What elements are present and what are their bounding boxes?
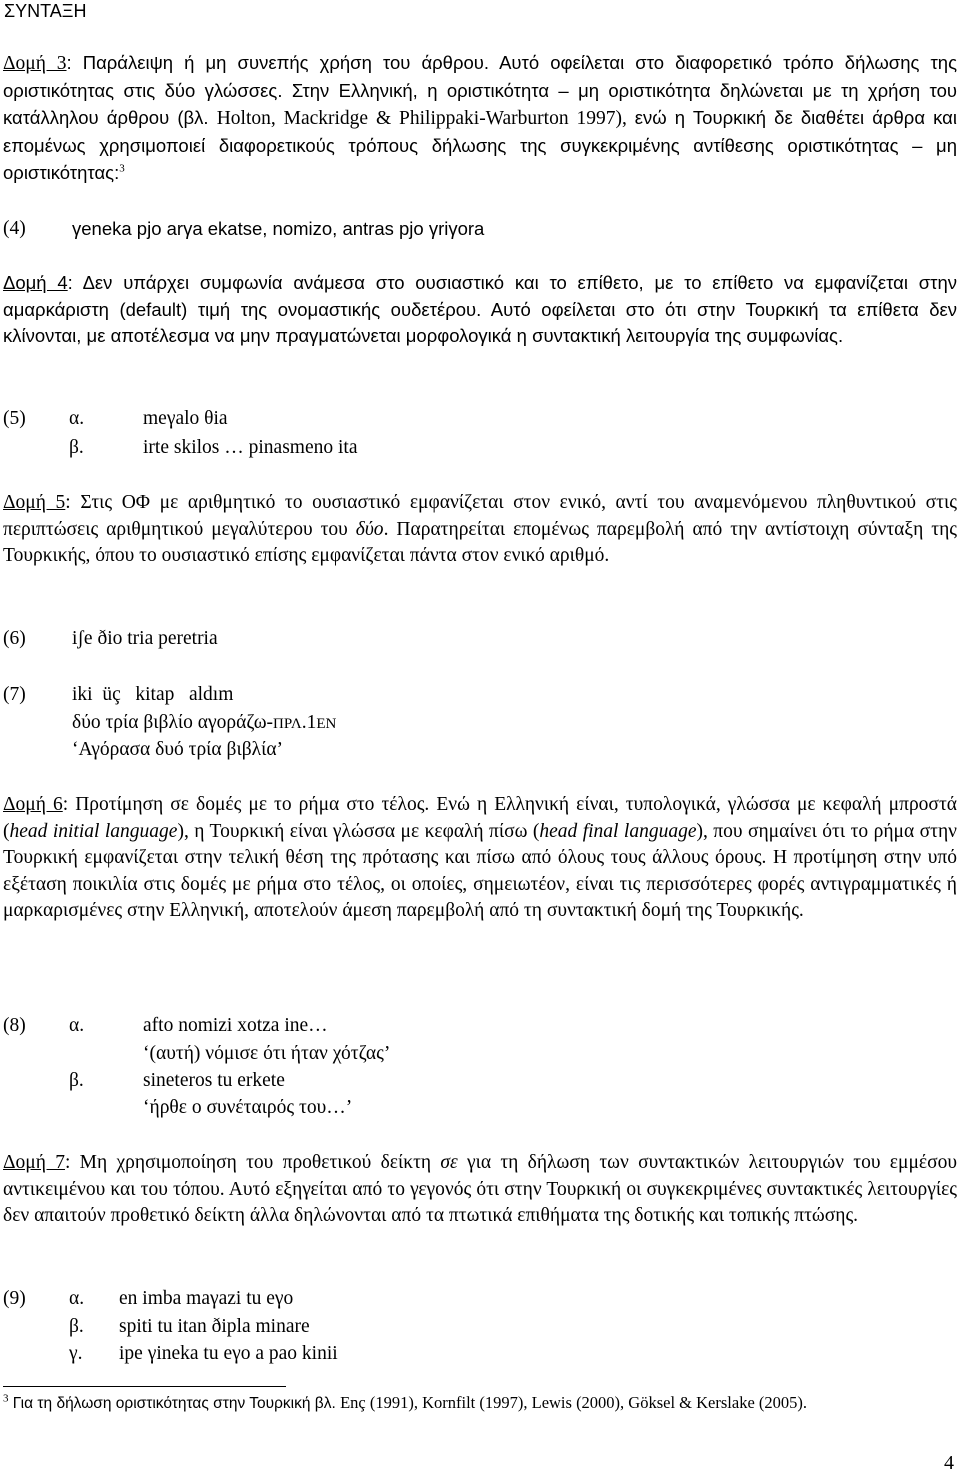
example-label: γ. [69, 1343, 83, 1364]
paragraph-text: . Παρατηρείται επομένως παρεμβολή από την αντίστοιχη σύνταξη της Τουρκικής, όπου το ουσιαστικό επίσης εμφανίζεται πάντα στον ενικό αριθμό. [3, 518, 957, 566]
example-text: sineteros tu erkete [143, 1070, 285, 1091]
paragraph-domi-7 [3, 1150, 957, 1230]
footnote-text: Enç (1991), Kornfilt (1997), Lewis (2000), Göksel & Kerslake (2005). [340, 1393, 808, 1412]
section-heading: Δομή 3 [3, 53, 67, 74]
paragraph-text: : Δεν υπάρχει συμφωνία ανάμεσα στο ουσιαστικό και το επίθετο, με το επίθετο να εμφανίζεται στην αμαρκάριστη (default) τιμή της ονομαστικής ουδετέρου. [3, 272, 957, 320]
example-label: α. [69, 408, 85, 429]
example-label: α. [69, 1015, 85, 1036]
section-heading: Δομή 5 [3, 492, 66, 513]
example-9 [3, 1286, 903, 1368]
paragraph-text: Ενώ η Ελληνική είναι, τυπολογικά, γλώσσα με κεφαλή μπροστά ( [3, 794, 957, 842]
example-text: irte skilos … pinasmeno ita [143, 437, 358, 458]
example-gloss: δύο τρία βιβλίο αγοράζω-ΠΡΛ.1ΕΝ [72, 712, 337, 733]
footnote-number: 3 [3, 1392, 9, 1405]
paragraph-text: Αυτό οφείλεται στο ότι στην Τουρκική τα επίθετα δεν κλίνονται, με αποτέλεσμα να μην πραγματώνεται μορφολογικά η συντακτική λειτουργία της συμφωνίας. [3, 298, 957, 346]
paragraph-text: Holton, Mackridge & Philippaki-Warburton 1997), [216, 108, 635, 129]
example-label: β. [69, 1070, 84, 1091]
example-number: (7) [3, 684, 26, 705]
paragraph-text: Αυτό εξηγείται από το γεγονός ότι στην Τουρκική οι συγκεκριμένες συντακτικές λειτουργίες δεν απαιτούν προθετικό δείκτη άλλα δηλώνονται από τα πτωτικά επιθήματα της δοτικής και τοπικής πτώσης. [3, 1178, 957, 1226]
example-6 [3, 626, 903, 653]
example-text: γeneka pjo arγa ekatse, nomizo, antras pjo γriγora [72, 218, 485, 239]
paragraph-text: : Στις ΟΦ με αριθμητικό το ουσιαστικό εμφανίζεται στον ενικό, αντί του αναμενόμενου πληθυντικού στις περιπτώσεις αριθμητικού μεγαλύτερου του [3, 492, 957, 540]
example-number: (5) [3, 408, 26, 429]
example-text: iki üç kitap aldım [72, 684, 234, 705]
example-text: spiti tu itan ðipla minare [119, 1316, 310, 1337]
example-7 [3, 682, 903, 762]
section-heading: Δομή 4 [3, 272, 68, 293]
section-heading: Δομή 6 [3, 794, 63, 815]
paragraph-text: ενώ η Τουρκική δε διαθέτει άρθρα και επομένως χρησιμοποιεί διαφορετικούς τρόπους δήλωσης της συγκεκριμένης αντίθεσης οριστικότητας – μη οριστικότητας: [3, 107, 957, 183]
footnote [3, 1392, 957, 1415]
paragraph-text: : Μη χρησιμοποίηση του προθετικού δείκτη [64, 1152, 441, 1173]
paragraph-italic: δύο [355, 518, 384, 540]
page-number: 4 [944, 1452, 954, 1474]
running-header: ΣΥΝΤΑΞΗ [4, 1, 87, 21]
example-number: (9) [3, 1288, 26, 1309]
example-number: (6) [3, 628, 26, 649]
example-translation: ‘Αγόρασα δυό τρία βιβλία’ [72, 739, 284, 760]
example-8 [3, 1013, 903, 1123]
footnote-text: Για τη δήλωση οριστικότητας στην Τουρκική βλ. [8, 1395, 341, 1412]
paragraph-domi-3 [3, 50, 957, 188]
example-label: β. [69, 1316, 84, 1337]
paragraph-italic: head initial language [9, 820, 178, 842]
example-label: α. [69, 1288, 85, 1309]
example-gloss: ‘(αυτή) νόμισε ότι ήταν χότζας’ [143, 1043, 391, 1064]
paragraph-italic: σε [440, 1152, 458, 1173]
paragraph-text: : Παράλειψη ή μη συνεπής χρήση του άρθρου. Αυτό οφείλεται στο διαφορετικό τρόπο δήλωσης της οριστικότητας στις δύο γλώσσες. Στην Ελληνική, η οριστικότητα – μη οριστικότητα δηλώνεται με τη χρήση του κατάλληλου άρθρου (βλ. [3, 52, 958, 128]
example-number: (4) [3, 218, 26, 239]
paragraph-text: : Προτίμηση σε δομές με το ρήμα στο τέλος. [62, 794, 437, 815]
paragraph-domi-5 [3, 490, 957, 570]
paragraph-text: ), η Τουρκική είναι γλώσσα με κεφαλή πίσω ( [177, 820, 540, 842]
example-gloss: ‘ήρθε ο συνέταιρός του…’ [143, 1097, 353, 1118]
example-label: β. [69, 437, 84, 458]
paragraph-italic: head final language [539, 820, 697, 842]
paragraph-domi-6 [3, 792, 957, 925]
example-text: iʃe ðio tria peretria [72, 628, 218, 649]
footnote-rule [3, 1386, 286, 1387]
example-text: ipe γineka tu eγo a pao kinii [119, 1343, 338, 1364]
example-text: en imba maγazi tu eγo [119, 1288, 294, 1309]
paragraph-text: ), που σημαίνει ότι το ρήμα στην Τουρκική εμφανίζεται στην τελική θέση της πρότασης και πίσω από όλους τους άλλους όρους. Η προτίμηση στην υπό εξέταση ποικιλία στις δομές με ρήμα στο τέλος, οι οποίες, σημειωτέον, είναι τις περισσότερες φορές αντιγραμματικές ή μαρκαρισμένες στην Ελληνική, αποτελούν άμεση παρεμβολή από τη συντακτική δομή της Τουρκικής. [3, 820, 957, 921]
example-5 [3, 406, 903, 460]
example-number: (8) [3, 1015, 26, 1036]
footnote-marker: 3 [119, 162, 125, 175]
example-text: meγalo θia [143, 408, 228, 429]
paragraph-text: για τη δήλωση των συντακτικών λειτουργιών του εμμέσου αντικειμένου και του τόπου. [3, 1152, 958, 1200]
example-text: afto nomizi xotza ine… [143, 1015, 328, 1036]
section-heading: Δομή 7 [3, 1152, 65, 1173]
paragraph-domi-4 [3, 270, 957, 350]
example-4 [3, 216, 903, 243]
